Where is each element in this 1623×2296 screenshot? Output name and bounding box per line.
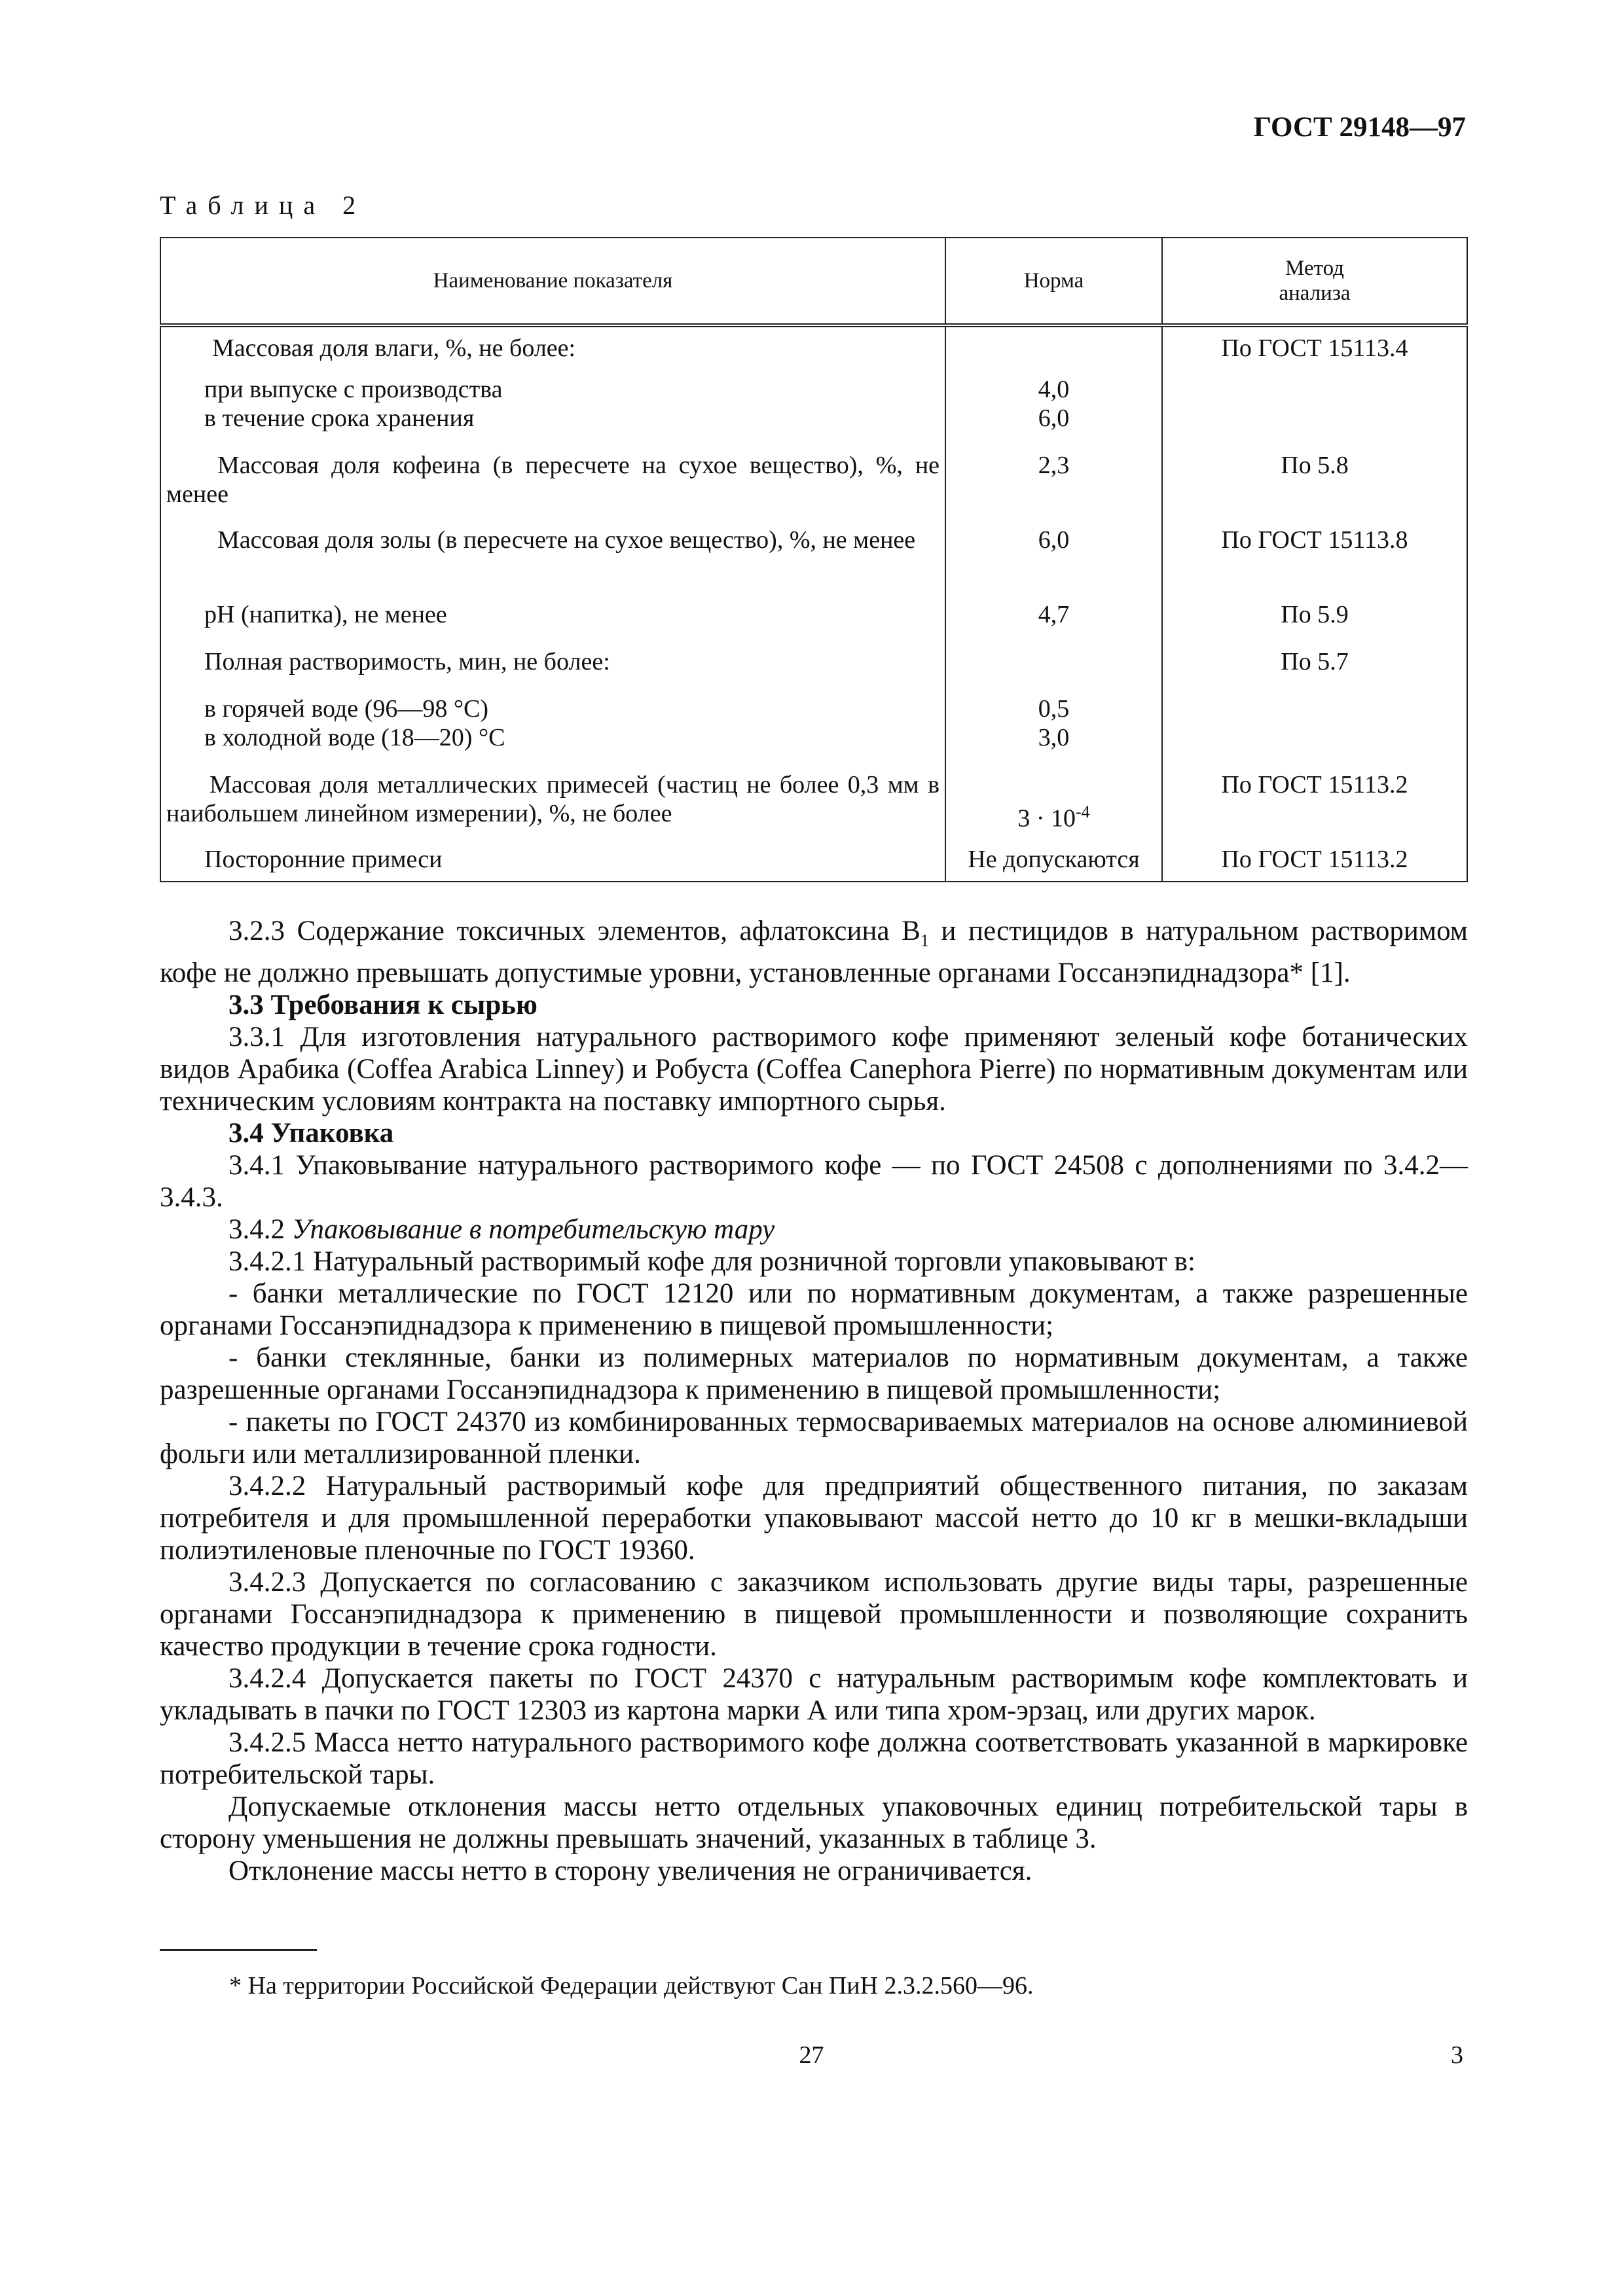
table-row <box>160 444 1467 519</box>
row-name: в горячей воде (96—98 °С) в холодной воде (18—20) °С <box>160 688 945 764</box>
table-row <box>160 764 1467 838</box>
table-header-row <box>160 238 1467 325</box>
norm-value: 3 · 10 <box>1017 805 1076 833</box>
section-heading-3-4: 3.4 Упаковка <box>228 1117 394 1149</box>
table-row <box>160 838 1467 882</box>
row-norm: Не допускаются <box>945 838 1162 882</box>
row-method: По 5.9 <box>1162 594 1467 641</box>
row-name: Массовая доля кофеина (в пересчете на сухое вещество), %, не менее <box>160 444 945 519</box>
paragraph-deviation-1: Допускаемые отклонения массы нетто отдельных упаковочных единиц потребительской тары в сторону уменьшения не должны превышать значений, указанных в таблице 3. <box>160 1791 1468 1854</box>
paragraph-3-4-2-5: 3.4.2.5 Масса нетто натурального растворимого кофе должна соответствовать указанной в маркировке потребительской тары. <box>160 1727 1468 1790</box>
table-row <box>160 325 1467 368</box>
row-name: рН (напитка), не менее <box>160 594 945 641</box>
row-method: По 5.8 <box>1162 444 1467 519</box>
subscript: 1 <box>920 931 929 950</box>
row-norm: 4,0 6,0 <box>945 368 1162 444</box>
row-name: Массовая доля влаги, %, не более: <box>160 325 945 368</box>
row-norm: 6,0 <box>945 519 1162 594</box>
list-item: - пакеты по ГОСТ 24370 из комбинированных термосвариваемых материалов на основе алюминиевой фольги или металлизированной пленки. <box>160 1406 1468 1469</box>
row-name: Массовая доля металлических примесей (частиц не более 0,3 мм в наибольшем линейном измерении), %, не более <box>160 764 945 838</box>
table-row <box>160 519 1467 594</box>
footnote: * На территории Российской Федерации действуют Сан ПиН 2.3.2.560—96. <box>229 1972 1034 2000</box>
table-row <box>160 594 1467 641</box>
footnote-rule <box>160 1949 317 1951</box>
table-caption: Таблица 2 <box>160 190 367 220</box>
paragraph-3-4-2 <box>160 1213 1468 1246</box>
norm-exponent: -4 <box>1076 802 1090 822</box>
row-norm: 2,3 <box>945 444 1162 519</box>
list-item: - банки стеклянные, банки из полимерных материалов по нормативным документам, а также разрешенные органами Госсанэпиднадзора к применению в пищевой промышленности; <box>160 1342 1468 1405</box>
table-row <box>160 368 1467 444</box>
clause-title: Упаковывание в потребительскую тару <box>291 1213 775 1245</box>
paragraph-3-4-2-3: 3.4.2.3 Допускается по согласованию с заказчиком использовать другие виды тары, разрешенные органами Госсанэпиднадзора к применению в пищевой промышленности и позволяющие сохранить качество продукции в течение срока годности. <box>160 1566 1468 1662</box>
list-item: - банки металлические по ГОСТ 12120 или по нормативным документам, а также разрешенные органами Госсанэпиднадзора к применению в пищевой промышленности; <box>160 1278 1468 1341</box>
row-method: По ГОСТ 15113.8 <box>1162 519 1467 594</box>
paragraph-3-4-2-1: 3.4.2.1 Натуральный растворимый кофе для розничной торговли упаковывают в: <box>228 1246 1195 1277</box>
row-method <box>1162 688 1467 764</box>
column-header-method: Метод анализа <box>1162 238 1467 325</box>
row-name: при выпуске с производства в течение срока хранения <box>160 368 945 444</box>
row-norm: 4,7 <box>945 594 1162 641</box>
document-body <box>160 915 1468 1887</box>
column-header-name: Наименование показателя <box>160 238 945 325</box>
paragraph-3-3-1: 3.3.1 Для изготовления натурального растворимого кофе применяют зеленый кофе ботанических видов Арабика (Coffea Arabica Linney) и Робуста (Coffea Canephora Pierre) по нормативным документам или техническим условиям контракта на поставку импортного сырья. <box>160 1021 1468 1117</box>
row-norm <box>945 641 1162 688</box>
paragraph-3-4-1: 3.4.1 Упаковывание натурального растворимого кофе — по ГОСТ 24508 с дополнениями по 3.4.2—3.4.3. <box>160 1149 1468 1213</box>
section-heading-3-3: 3.3 Требования к сырью <box>228 989 538 1020</box>
row-method: По ГОСТ 15113.2 <box>1162 838 1467 882</box>
column-header-norm: Норма <box>945 238 1162 325</box>
paragraph-3-4-2-4: 3.4.2.4 Допускается пакеты по ГОСТ 24370 с натуральным растворимым кофе комплектовать и укладывать в пачки по ГОСТ 12303 из картона марки А или типа хром-эрзац, или других марок. <box>160 1662 1468 1726</box>
paragraph-3-2-3: 3.2.3 Содержание токсичных элементов, афлатоксина $B_1$ и пестицидов в натуральном растворимом кофе не должно превышать допустимые уровни, установленные органами Госсанэпиднадзора* [1]. <box>160 916 1468 988</box>
paragraph-deviation-2: Отклонение массы нетто в сторону увеличения не ограничивается. <box>228 1855 1032 1886</box>
row-norm <box>945 764 1162 838</box>
row-method: По ГОСТ 15113.2 <box>1162 764 1467 838</box>
specs-table <box>160 237 1468 882</box>
row-method: По ГОСТ 15113.4 <box>1162 325 1467 368</box>
row-method <box>1162 368 1467 444</box>
row-name: Массовая доля золы (в пересчете на сухое вещество), %, не менее <box>160 519 945 594</box>
row-name: Полная растворимость, мин, не более: <box>160 641 945 688</box>
clause-number: 3.4.2 <box>228 1213 285 1245</box>
row-norm <box>945 325 1162 368</box>
page-number-right: 3 <box>1451 2041 1463 2069</box>
table-row <box>160 688 1467 764</box>
row-norm: 0,5 3,0 <box>945 688 1162 764</box>
row-method: По 5.7 <box>1162 641 1467 688</box>
page-number-center: 27 <box>799 2041 824 2069</box>
table-row <box>160 641 1467 688</box>
paragraph-3-4-2-2: 3.4.2.2 Натуральный растворимый кофе для предприятий общественного питания, по заказам потребителя и для промышленной переработки упаковывают массой нетто до 10 кг в мешки-вкладыши полиэтиленовые пленочные по ГОСТ 19360. <box>160 1470 1468 1566</box>
document-code: ГОСТ 29148—97 <box>1253 112 1466 143</box>
row-name: Посторонние примеси <box>160 838 945 882</box>
